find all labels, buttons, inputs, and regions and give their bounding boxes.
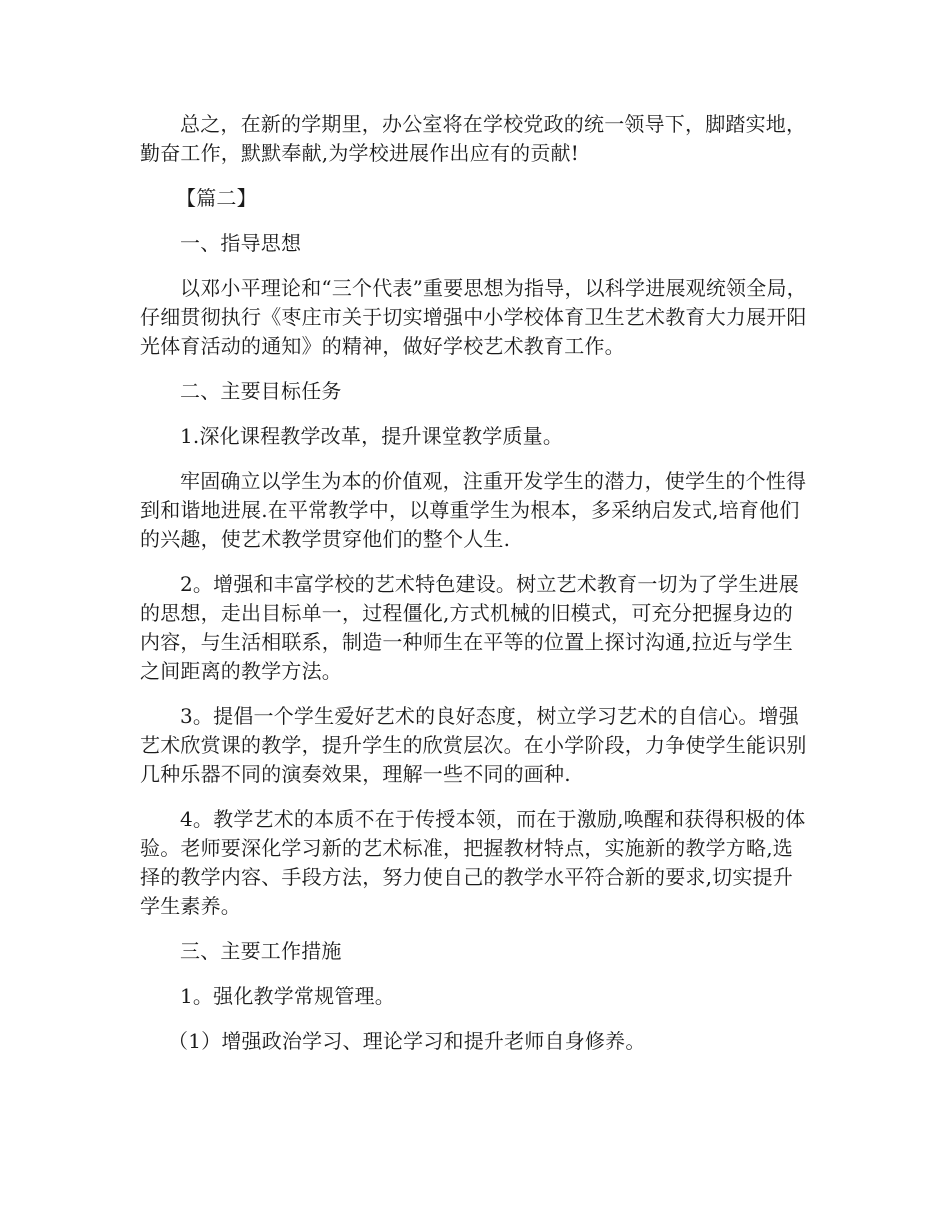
item-4-art-essence: 4。教学艺术的本质不在于传授本领，而在于激励,唤醒和获得积极的体验。老师要深化学习新的艺术标准，把握教材特点，实施新的教学方略,选择的教学内容、手段方法，努力使自己的教学水平符合新的要求,切实提升学生素养。 [140, 807, 806, 918]
heading-main-measures: 三、主要工作措施 [180, 939, 342, 963]
sub-item-1-political-study: （1）增强政治学习、理论学习和提升老师自身修养。 [168, 1029, 646, 1053]
paragraph-conclusion: 总之，在新的学期里，办公室将在学校党政的统一领导下，脚踏实地，勤奋工作，默默奉献,为学校进展作出应有的贡献! [140, 112, 807, 165]
section-heading-part-two: 【篇二】 [176, 186, 257, 210]
document-body [140, 110, 810, 1072]
item-1-teaching-management: 1。强化教学常规管理。 [180, 984, 395, 1008]
heading-main-goals: 二、主要目标任务 [180, 379, 342, 403]
item-3-art-attitude: 3。提倡一个学生爱好艺术的良好态度，树立学习艺术的自信心。增强艺术欣赏课的教学，提升学生的欣赏层次。在小学阶段，力争使学生能识别几种乐器不同的演奏效果，理解一些不同的画种. [140, 704, 807, 786]
heading-guiding-ideology: 一、指导思想 [180, 231, 302, 255]
paragraph-guiding-ideology: 以邓小平理论和“三个代表”重要思想为指导，以科学进展观统领全局，仔细贯彻执行《枣庄市关于切实增强中小学校体育卫生艺术教育大力展开阳光体育活动的通知》的精神，做好学校艺术教育工作。 [140, 276, 807, 358]
item-1-deepen-reform: 1.深化课程教学改革，提升课堂教学质量。 [180, 424, 564, 448]
item-2-art-features: 2。增强和丰富学校的艺术特色建设。树立艺术教育一切为了学生进展的思想，走出目标单一，过程僵化,方式机械的旧模式，可充分把握身边的内容，与生活相联系，制造一种师生在平等的位置上探讨沟通,拉近与学生之间距离的教学方法。 [140, 572, 799, 683]
paragraph-student-centered: 牢固确立以学生为本的价值观，注重开发学生的潜力，使学生的个性得到和谐地进展.在平常教学中，以尊重学生为根本，多采纳启发式,培育他们的兴趣，使艺术教学贯穿他们的整个人生. [140, 469, 807, 551]
